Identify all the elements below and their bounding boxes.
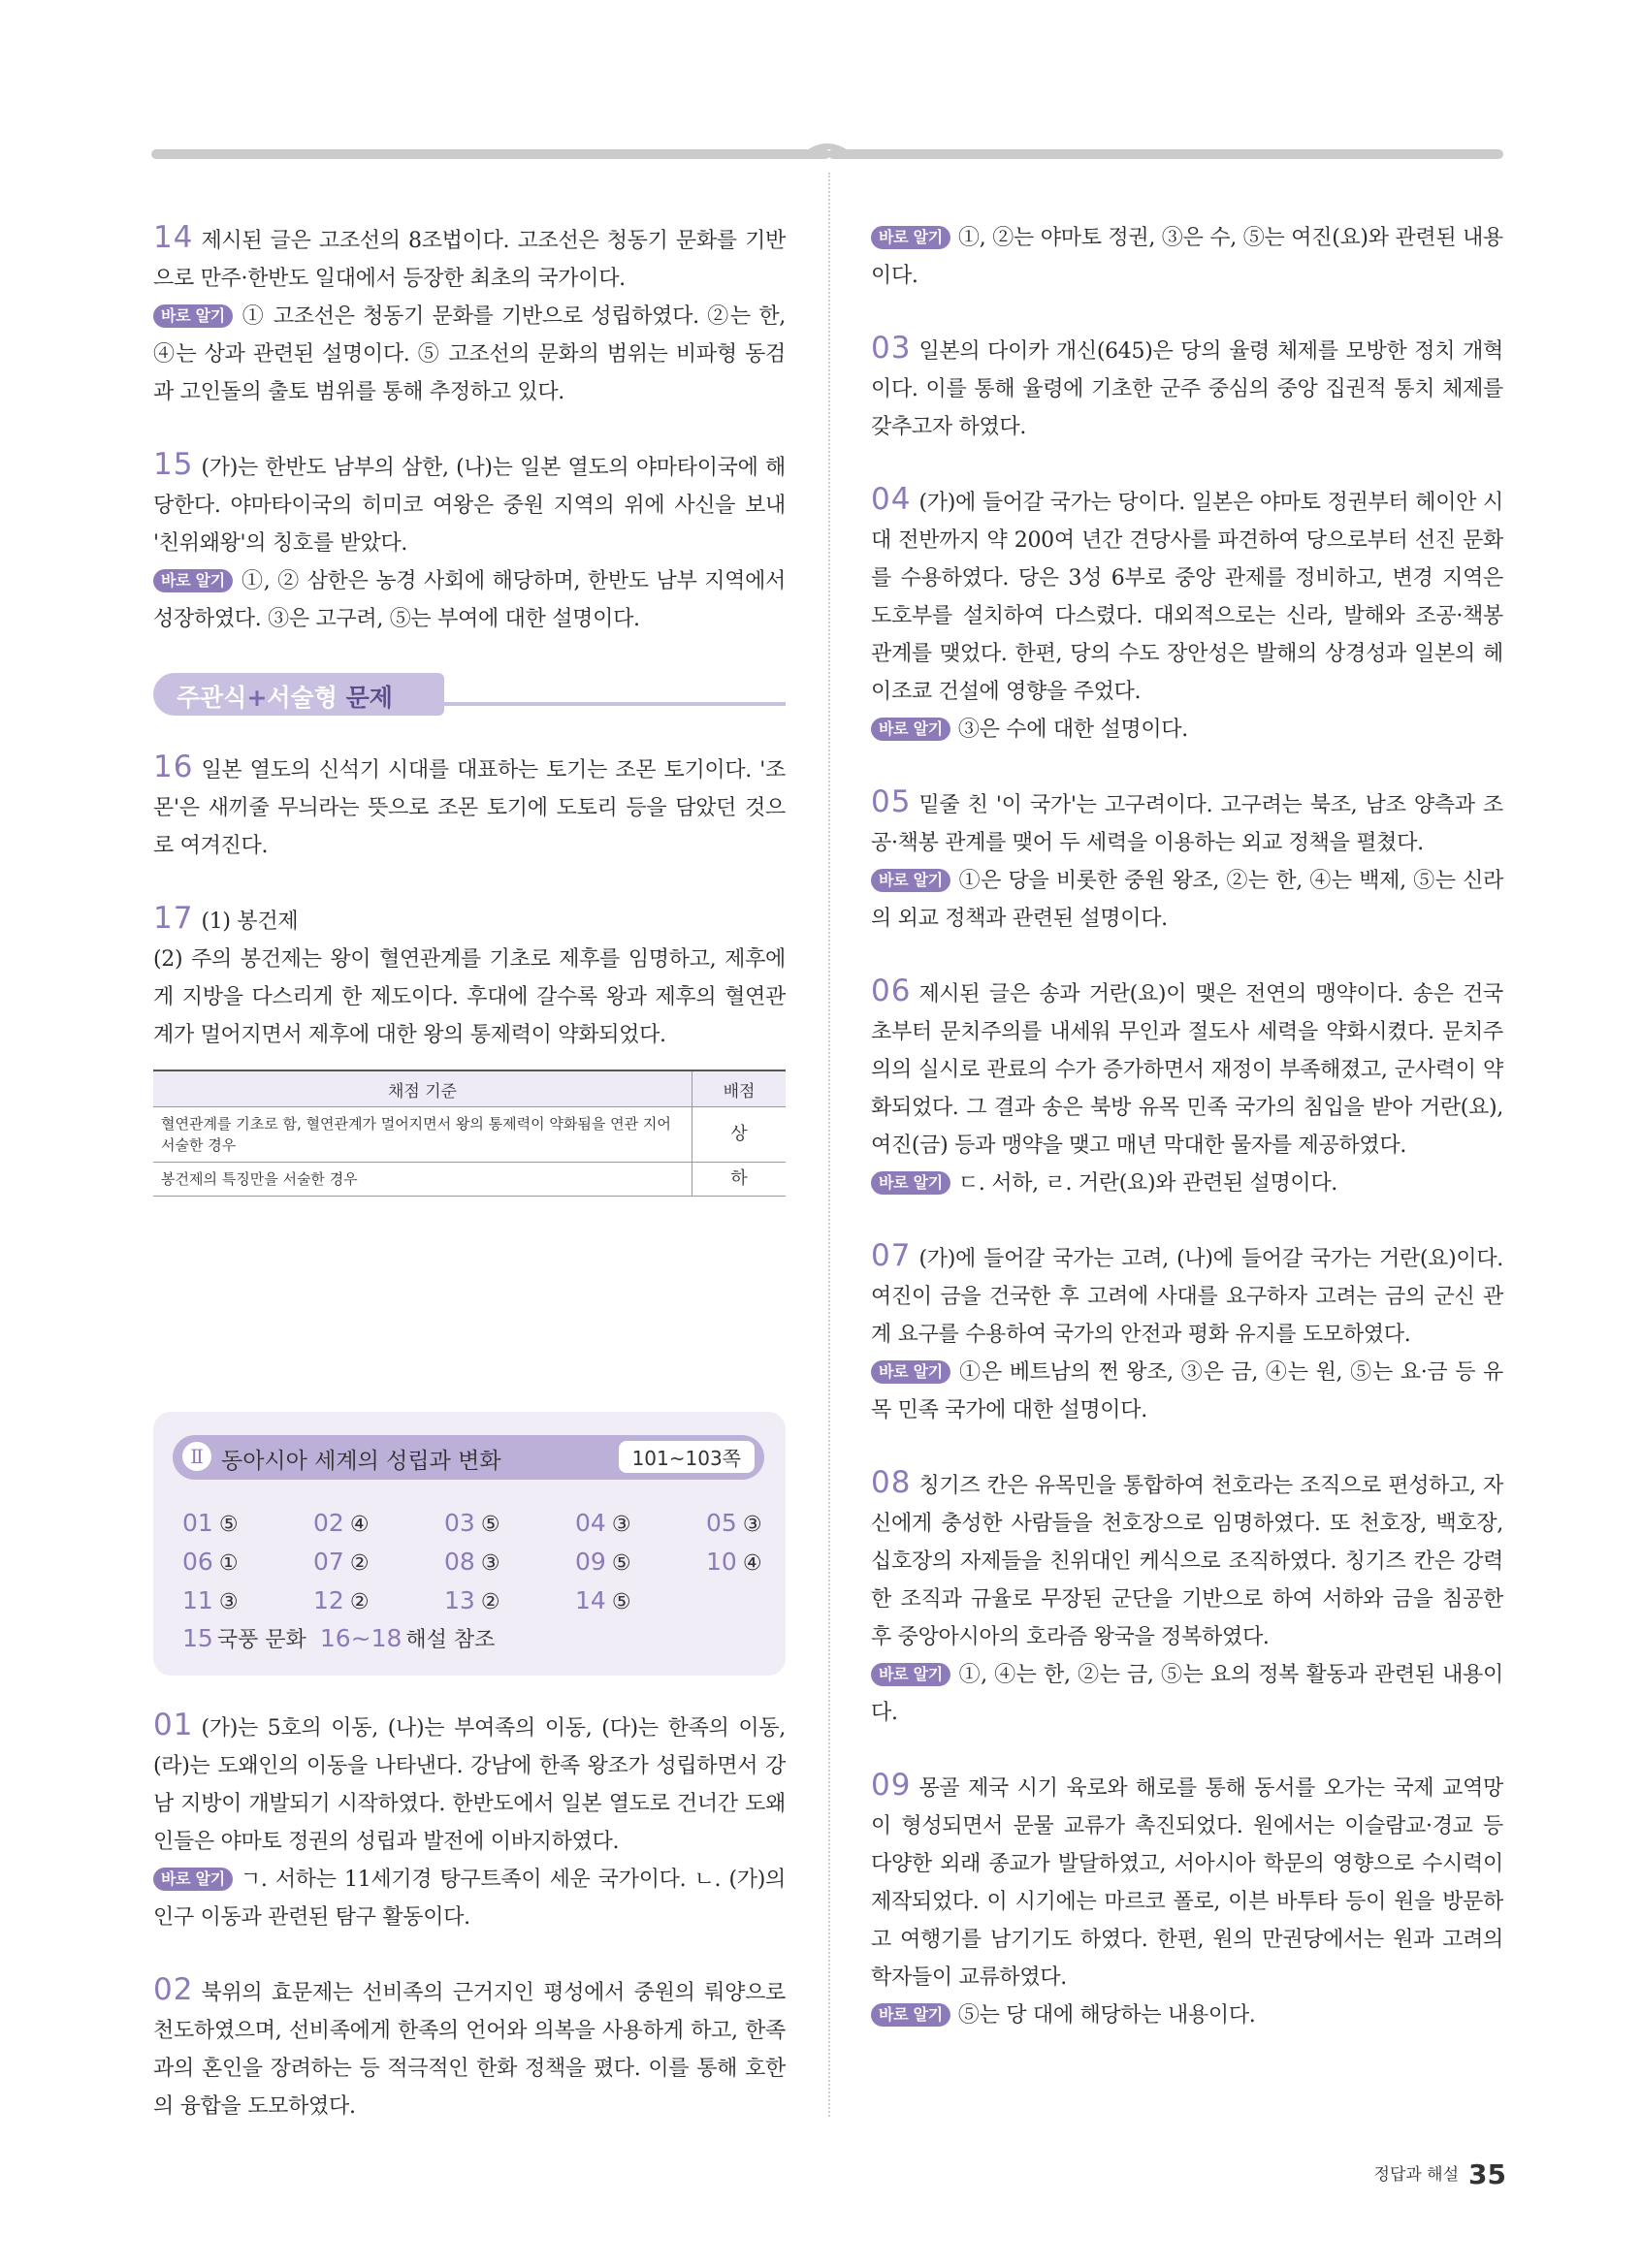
correct-answer-badge: 바로 알기 [871, 869, 950, 892]
answer-row-extra: 15 국풍 문화 16~18 해설 참조 [182, 1624, 496, 1652]
table-row [153, 1107, 786, 1163]
question-01 [153, 1707, 786, 1936]
page-footer [1374, 2158, 1506, 2190]
answer-item: 05 ③ [706, 1509, 762, 1537]
correction-note: ① 고조선은 청동기 문화를 기반으로 성립하였다. ②는 한, ④는 상과 관련된 설명이다. ⑤ 고조선의 문화의 범위는 비파형 동검과 고인돌의 출토 범위를 통해 추정하고 있다. [153, 304, 786, 404]
table-row [153, 1163, 786, 1197]
question-number: 17 [153, 901, 194, 936]
answer-item: 11 ③ [182, 1586, 239, 1614]
question-number: 05 [871, 784, 912, 819]
left-column [153, 219, 786, 1197]
question-number: 08 [871, 1465, 912, 1500]
footer-label: 정답과 해설 [1373, 2165, 1460, 2185]
answer-item: 02 ④ [313, 1509, 370, 1537]
answer-item: 12 ② [313, 1586, 370, 1614]
explanation-text: 일본 열도의 신석기 시대를 대표하는 토기는 조몬 토기이다. '조몬'은 새끼줄 무늬라는 뜻으로 조몬 토기에 도토리 등을 담았던 것으로 여겨진다. [153, 758, 786, 858]
answer-item: 08 ③ [444, 1548, 500, 1576]
answer-item: 01 ⑤ [182, 1509, 239, 1537]
correct-answer-badge: 바로 알기 [871, 1171, 950, 1195]
question-05 [871, 783, 1503, 938]
answer-key-box [153, 1412, 786, 1676]
correction-note: ①은 당을 비롯한 중원 왕조, ②는 한, ④는 백제, ⑤는 신라의 외교 정책과 관련된 설명이다. [871, 869, 1503, 931]
explanation-text: 칭기즈 칸은 유목민을 통합하여 천호라는 조직으로 편성하고, 자신에게 충성한 사람들을 천호장으로 임명하였다. 또 천호장, 백호장, 십호장의 자제들을 친위대인 케식으로 조직하였다. 칭기즈 칸은 강력한 조직과 규율로 무장된 군단을 기반으로 하여 서하와 금을 침공한 후 중앙아시아의 호라즘 왕국을 정복하였다. [871, 1474, 1503, 1649]
top-rule-left [151, 149, 830, 159]
answer-item: 03 ⑤ [444, 1509, 500, 1537]
correct-answer-badge: 바로 알기 [871, 226, 950, 249]
grade-header: 배점 [692, 1070, 787, 1107]
correction-note: ①, ② 삼한은 농경 사회에 해당하며, 한반도 남부 지역에서 성장하였다. ③은 고구려, ⑤는 부여에 대한 설명이다. [153, 569, 786, 631]
question-15 [153, 446, 786, 638]
explanation-text: 제시된 글은 송과 거란(요)이 맺은 전연의 맹약이다. 송은 건국 초부터 문치주의를 내세워 무인과 절도사 세력을 약화시켰다. 문치주의의 실시로 관료의 수가 증가하면서 재정이 부족해졌고, 군사력이 약화되었다. 그 결과 송은 북방 유목 민족 국가의 침입을 받아 거란(요), 여진(금) 등과 맹약을 맺고 매년 막대한 물자를 제공하였다. [871, 982, 1503, 1158]
question-06 [871, 973, 1503, 1202]
question-04 [871, 481, 1503, 749]
page-number: 35 [1468, 2158, 1506, 2190]
question-02-note [871, 219, 1503, 295]
answer-part-2: (2) 주의 봉건제는 왕이 혈연관계를 기초로 제후를 임명하고, 제후에게 지방을 다스리게 한 제도이다. 후대에 갈수록 왕과 제후의 혈연관계가 멀어지면서 제후에 대한 왕의 통제력이 약화되었다. [153, 947, 786, 1047]
question-number: 06 [871, 974, 912, 1008]
question-09 [871, 1767, 1503, 2034]
correct-answer-badge: 바로 알기 [871, 1360, 950, 1384]
grade-cell: 하 [692, 1163, 787, 1197]
correct-answer-badge: 바로 알기 [871, 1663, 950, 1686]
column-divider [828, 173, 830, 2117]
criteria-cell: 혈연관계를 기초로 함, 혈연관계가 멀어지면서 왕의 통제력이 약화됨을 연관 지어 서술한 경우 [153, 1107, 692, 1163]
section-heading [153, 673, 786, 719]
section-heading-line [425, 702, 786, 706]
answer-item: 13 ② [444, 1586, 500, 1614]
answer-item: 09 ⑤ [575, 1548, 631, 1576]
right-column [871, 219, 1503, 2069]
question-number: 16 [153, 750, 194, 784]
explanation-text: (가)에 들어갈 국가는 당이다. 일본은 야마토 정권부터 헤이안 시대 전반까지 약 200여 년간 견당사를 파견하여 당으로부터 선진 문화를 수용하였다. 당은 3성 6부로 중앙 관제를 정비하고, 변경 지역은 도호부를 설치하여 다스렸다. 대외적으로는 신라, 발해와 조공·책봉 관계를 맺었다. 한편, 당의 수도 장안성은 발해의 상경성과 일본의 헤이조쿄 건설에 영향을 주었다. [871, 491, 1503, 704]
correction-note: ①, ④는 한, ②는 금, ⑤는 요의 정복 활동과 관련된 내용이다. [871, 1663, 1503, 1725]
unit-title: 동아시아 세계의 성립과 변화 [221, 1449, 501, 1474]
explanation-text: 일본의 다이카 개신(645)은 당의 율령 체제를 모방한 정치 개혁이다. 이를 통해 율령에 기초한 군주 중심의 중앙 집권적 통치 체제를 갖추고자 하였다. [871, 339, 1503, 439]
question-number: 09 [871, 1768, 912, 1803]
question-17 [153, 900, 786, 1054]
question-number: 04 [871, 482, 912, 517]
answer-part-1: (1) 봉건제 [201, 910, 299, 934]
question-number: 03 [871, 331, 912, 366]
question-07 [871, 1237, 1503, 1429]
question-14 [153, 219, 786, 411]
correct-answer-badge: 바로 알기 [153, 1868, 233, 1891]
correction-note: ㄱ. 서하는 11세기경 탕구트족이 세운 국가이다. ㄴ. (가)의 인구 이동과 관련된 탐구 활동이다. [153, 1868, 786, 1930]
question-number: 14 [153, 220, 194, 255]
question-number: 02 [153, 1972, 194, 2007]
correction-note: ㄷ. 서하, ㄹ. 거란(요)와 관련된 설명이다. [957, 1171, 1337, 1196]
explanation-text: 제시된 글은 고조선의 8조법이다. 고조선은 청동기 문화를 기반으로 만주·한반도 일대에서 등장한 최초의 국가이다. [153, 229, 786, 291]
explanation-text: 밑줄 친 '이 국가'는 고구려이다. 고구려는 북조, 남조 양측과 조공·책봉 관계를 맺어 두 세력을 이용하는 외교 정책을 펼쳤다. [871, 793, 1503, 855]
correct-answer-badge: 바로 알기 [153, 569, 233, 592]
answer-item: 04 ③ [575, 1509, 631, 1537]
correct-answer-badge: 바로 알기 [871, 2003, 950, 2027]
question-16 [153, 749, 786, 865]
explanation-text: (가)는 한반도 남부의 삼한, (나)는 일본 열도의 야마타이국에 해당한다. 야마타이국의 히미코 여왕은 중원 지역의 위에 사신을 보내 '친위왜왕'의 칭호를 받았다. [153, 456, 786, 556]
book-spine-notch [803, 136, 852, 161]
question-02 [153, 1971, 786, 2125]
unit-number: Ⅱ [182, 1442, 211, 1471]
question-08 [871, 1464, 1503, 1732]
explanation-text: 몽골 제국 시기 육로와 해로를 통해 동서를 오가는 국제 교역망이 형성되면서 문물 교류가 촉진되었다. 원에서는 이슬람교·경교 등 다양한 외래 종교가 발달하였고, 서아시아 학문의 영향으로 수시력이 제작되었다. 이 시기에는 마르코 폴로, 이븐 바투타 등이 원을 방문하고 여행기를 남기기도 하였다. 한편, 원의 만권당에서는 원과 고려의 학자들이 교류하였다. [871, 1776, 1503, 1990]
explanation-text: (가)는 5호의 이동, (나)는 부여족의 이동, (다)는 한족의 이동, (라)는 도왜인의 이동을 나타낸다. 강남에 한족 왕조가 성립하면서 강남 지방이 개발되기 시작하였다. 한반도에서 일본 열도로 건너간 도왜인들은 야마토 정권의 성립과 발전에 이바지하였다. [153, 1716, 786, 1854]
top-rule-right [828, 149, 1503, 159]
grade-cell: 상 [692, 1107, 787, 1163]
question-number: 07 [871, 1238, 912, 1273]
correct-answer-badge: 바로 알기 [871, 718, 950, 741]
answer-item: 07 ② [313, 1548, 370, 1576]
answer-item: 10 ④ [706, 1548, 762, 1576]
correction-note: ③은 수에 대한 설명이다. [957, 718, 1188, 742]
question-03 [871, 330, 1503, 446]
left-column-bottom [153, 1707, 786, 2160]
page-range: 101~103쪽 [619, 1441, 755, 1473]
criteria-header: 채점 기준 [153, 1070, 692, 1107]
explanation-text: (가)에 들어갈 국가는 고려, (나)에 들어갈 국가는 거란(요)이다. 여진이 금을 건국한 후 고려에 사대를 요구하자 고려는 금의 군신 관계 요구를 수용하여 국가의 안전과 평화 유지를 도모하였다. [871, 1247, 1503, 1347]
answer-item: 06 ① [182, 1548, 239, 1576]
correction-note: ①은 베트남의 쩐 왕조, ③은 금, ④는 원, ⑤는 요·금 등 유목 민족 국가에 대한 설명이다. [871, 1360, 1503, 1422]
answer-item: 14 ⑤ [575, 1586, 631, 1614]
correct-answer-badge: 바로 알기 [153, 304, 233, 328]
explanation-text: 북위의 효문제는 선비족의 근거지인 평성에서 중원의 뤄양으로 천도하였으며, 선비족에게 한족의 언어와 의복을 사용하게 하고, 한족과의 혼인을 장려하는 등 적극적인 한화 정책을 폈다. 이를 통해 호한의 융합을 도모하였다. [153, 1981, 786, 2119]
correction-note: ⑤는 당 대에 해당하는 내용이다. [957, 2003, 1256, 2028]
section-heading-label: 주관식+서술형 문제 [177, 684, 393, 712]
answer-key-header [173, 1435, 764, 1480]
question-number: 01 [153, 1708, 194, 1742]
correction-note: ①, ②는 야마토 정권, ③은 수, ⑤는 여진(요)와 관련된 내용이다. [871, 226, 1503, 288]
question-number: 15 [153, 447, 194, 482]
criteria-cell: 봉건제의 특징만을 서술한 경우 [153, 1163, 692, 1197]
scoring-table [153, 1070, 786, 1197]
